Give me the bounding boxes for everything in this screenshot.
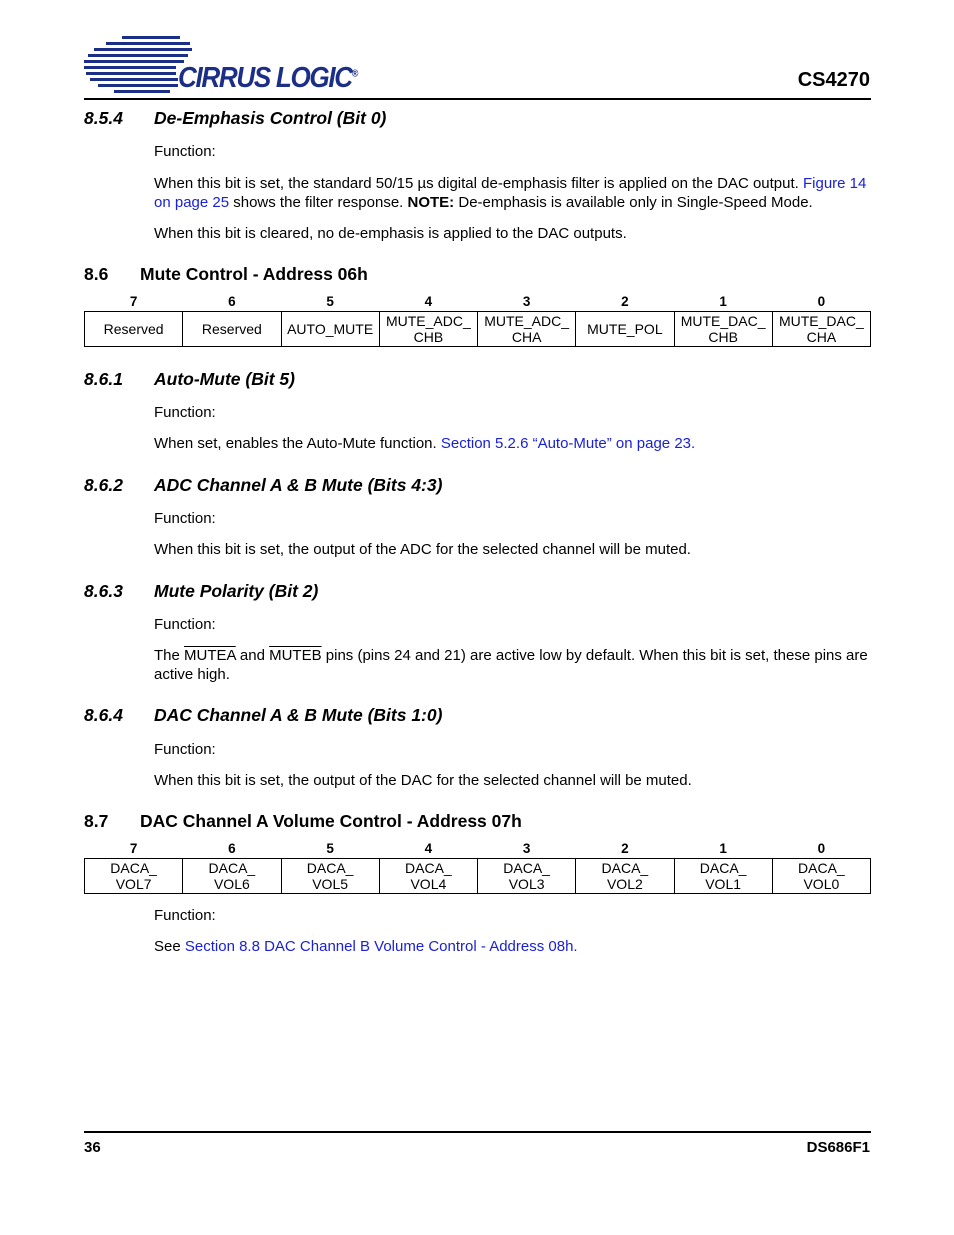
bit-number: 2 — [621, 840, 629, 856]
pin-name: MUTEB — [269, 647, 322, 664]
bit-number-row — [85, 840, 871, 859]
paragraph: See Section 8.8 DAC Channel B Volume Control - Address 08h. — [154, 938, 578, 955]
section-link[interactable]: Section 8.8 DAC Channel B Volume Control - Address 08h. — [184, 938, 578, 955]
function-label: Function: — [154, 510, 216, 527]
paragraph: When this bit is cleared, no de-emphasis is applied to the DAC outputs. — [154, 225, 627, 242]
logo-wordmark: CIRRUS LOGIC® — [178, 62, 359, 94]
register-table-07h — [84, 840, 871, 894]
paragraph: When this bit is set, the output of the ADC for the selected channel will be muted. — [154, 541, 691, 558]
register-table-06h — [84, 293, 871, 347]
function-label: Function: — [154, 907, 216, 924]
bit-number-row — [85, 293, 871, 312]
bit-field-row — [85, 859, 871, 894]
paragraph: When this bit is set, the standard 50/15 µs digital de-emphasis filter is applied on the DAC output. Figure 14 on page 25 shows the filter response. NOTE: De-emphasis is available only in Single-Speed Mode. — [154, 175, 867, 211]
bit-number: 6 — [228, 293, 236, 309]
bit-field-cell: MUTE_ADC_ CHB — [379, 312, 477, 347]
bit-field-cell: DACA_ VOL0 — [772, 859, 870, 894]
document-number: DS686F1 — [806, 1139, 870, 1156]
bit-number: 7 — [129, 840, 138, 856]
paragraph: When set, enables the Auto-Mute function. Section 5.2.6 “Auto-Mute” on page 23. — [154, 435, 696, 452]
section-heading-8-6-2: 8.6.2 ADC Channel A & B Mute (Bits 4:3) — [84, 475, 443, 495]
bit-field-cell: DACA_ VOL4 — [379, 859, 477, 894]
bit-field-cell: MUTE_POL — [576, 312, 674, 347]
bit-field-cell: MUTE_DAC_ CHA — [772, 312, 870, 347]
page-number: 36 — [84, 1139, 101, 1156]
header-rule — [84, 98, 871, 100]
function-label: Function: — [154, 143, 216, 160]
bit-field-cell: Reserved — [183, 312, 281, 347]
function-label: Function: — [154, 404, 216, 421]
bit-number: 5 — [326, 293, 334, 309]
function-label: Function: — [154, 741, 216, 758]
bit-field-cell: DACA_ VOL6 — [183, 859, 281, 894]
section-heading-8-6: 8.6 Mute Control - Address 06h — [84, 264, 368, 284]
bit-number: 2 — [621, 293, 629, 309]
paragraph: The MUTEA and MUTEB pins (pins 24 and 21) are active low by default. When this bit is set, these pins are active high. — [154, 647, 868, 683]
pin-name: MUTEA — [184, 647, 236, 664]
document-title: CS4270 — [797, 69, 870, 91]
section-heading-8-5-4: 8.5.4 De-Emphasis Control (Bit 0) — [84, 108, 387, 128]
bit-field-cell: Reserved — [85, 312, 183, 347]
bit-field-cell: DACA_ VOL5 — [281, 859, 379, 894]
bit-field-cell: AUTO_MUTE — [281, 312, 379, 347]
bit-number: 4 — [424, 840, 433, 856]
section-link[interactable]: Section 5.2.6 “Auto-Mute” on page 23. — [440, 435, 696, 452]
bit-field-row — [85, 312, 871, 347]
bit-field-cell: DACA_ VOL7 — [85, 859, 183, 894]
section-heading-8-6-1: 8.6.1 Auto-Mute (Bit 5) — [84, 369, 295, 389]
paragraph: When this bit is set, the output of the DAC for the selected channel will be muted. — [154, 772, 692, 789]
section-heading-8-7: 8.7 DAC Channel A Volume Control - Address 07h — [84, 811, 522, 831]
bit-number: 6 — [228, 840, 236, 856]
bit-field-cell: DACA_ VOL3 — [478, 859, 576, 894]
bit-field-cell: DACA_ VOL2 — [576, 859, 674, 894]
bit-number: 7 — [129, 293, 138, 309]
section-heading-8-6-3: 8.6.3 Mute Polarity (Bit 2) — [84, 581, 319, 601]
bit-field-cell: MUTE_DAC_ CHB — [674, 312, 772, 347]
function-label: Function: — [154, 616, 216, 633]
bit-number: 1 — [719, 840, 727, 856]
bit-number: 0 — [817, 293, 826, 309]
bit-number: 5 — [326, 840, 334, 856]
bit-field-cell: DACA_ VOL1 — [674, 859, 772, 894]
bit-number: 1 — [719, 293, 727, 309]
bit-field-cell: MUTE_ADC_ CHA — [478, 312, 576, 347]
bit-number: 3 — [522, 840, 531, 856]
bit-number: 4 — [424, 293, 433, 309]
bit-number: 3 — [522, 293, 531, 309]
section-heading-8-6-4: 8.6.4 DAC Channel A & B Mute (Bits 1:0) — [84, 705, 443, 725]
figure-link[interactable]: Figure 14 on page 25 — [154, 175, 867, 211]
footer-rule — [84, 1131, 871, 1133]
bit-number: 0 — [817, 840, 826, 856]
